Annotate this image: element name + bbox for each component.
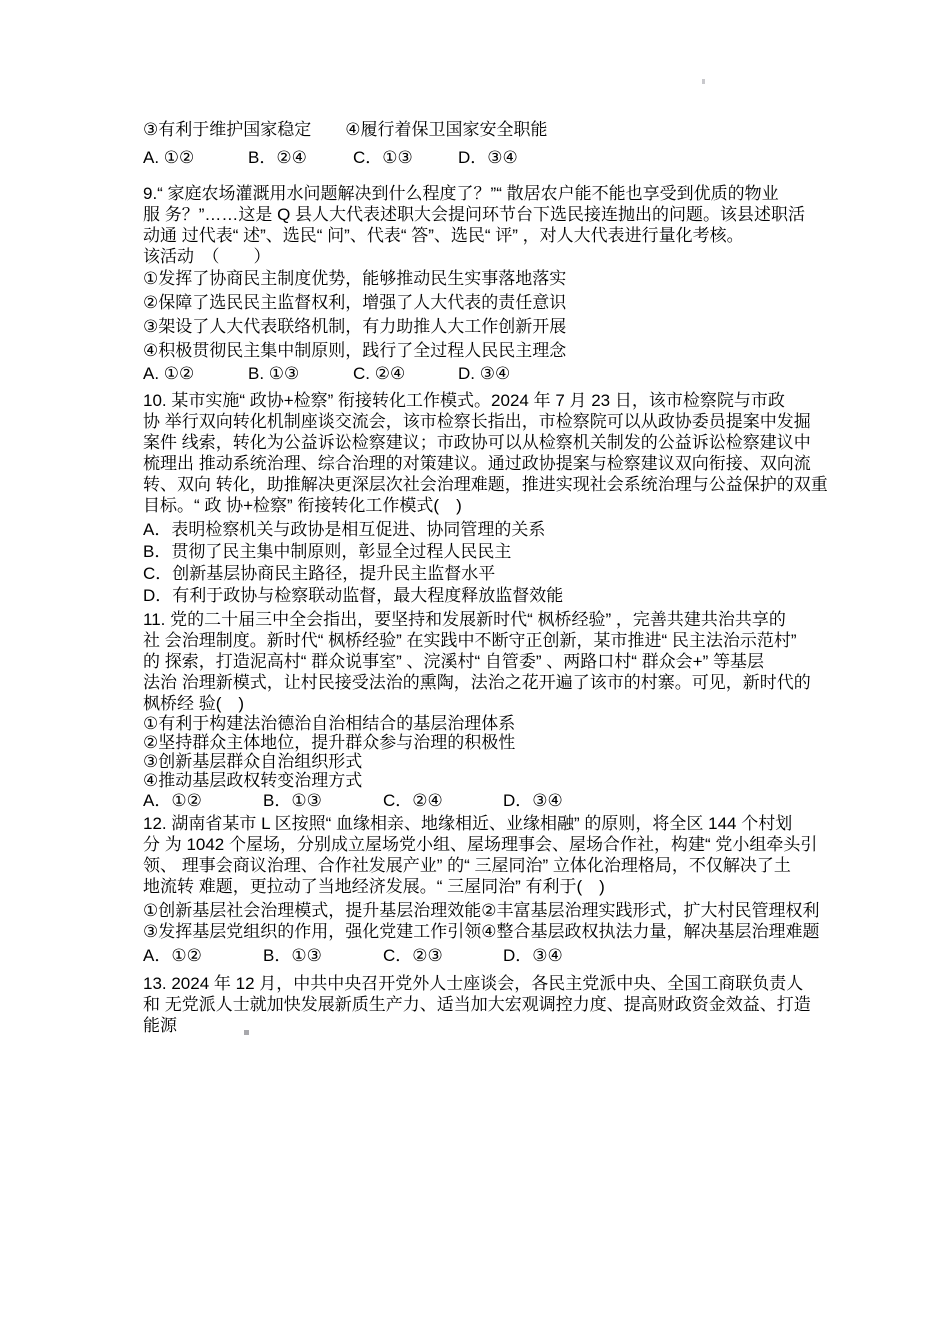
- text-line: 目标。“ 政 协+检察” 衔接转化工作模式( ): [143, 496, 462, 515]
- q12-stem: [143, 813, 823, 897]
- text-line: 11. 党的二十届三中全会指出，要坚持和发展新时代“ 枫桥经验” ，完善共建共治共享的: [143, 610, 786, 629]
- q9-answer-a: A. ①②: [143, 364, 195, 383]
- q10-options: [143, 519, 823, 607]
- text-line: 案件 线索，转化为公益诉讼检察建议；市政协可以从检察机关制发的公益诉讼检察建议中: [143, 433, 811, 452]
- q12-option-pairs: [143, 900, 823, 942]
- q11-answer-b: B．①③: [263, 791, 322, 810]
- q8-answer-row: [143, 147, 823, 168]
- text-line: 领、 理事会商议治理、合作社发展产业” 的“ 三屋同治” 立体化治理格局，不仅解决了土: [143, 856, 791, 875]
- text-line: ②保障了选民民主监督权利，增强了人大代表的责任意识: [143, 293, 567, 312]
- text-line: 协 举行双向转化机制座谈交流会，该市检察长指出，市检察院可以从政协委员提案中发掘: [143, 412, 811, 431]
- q11-stem: [143, 609, 823, 714]
- q12-answer-d: D．③④: [503, 946, 563, 965]
- q11-answer-c: C．②④: [383, 791, 443, 810]
- q9-answer-row: [143, 363, 823, 384]
- q12-answer-row: [143, 945, 823, 966]
- q8-answer-a: A. ①②: [143, 148, 195, 167]
- q9-answer-b: B. ①③: [248, 364, 300, 383]
- text-line: ④积极贯彻民主集中制原则，践行了全过程人民民主理念: [143, 341, 567, 360]
- text-line: ③发挥基层党组织的作用，强化党建工作引领④整合基层政权执法力量，解决基层治理难题: [143, 922, 820, 941]
- text-line: 该活动 （ ）: [143, 247, 271, 266]
- text-line: 10. 某市实施“ 政协+检察” 衔接转化工作模式。2024 年 7 月 23 日，该市检察院与市政: [143, 391, 785, 410]
- q11-answer-d: D．③④: [503, 791, 563, 810]
- text-line: 转、双向 转化，助推解决更深层次社会治理难题，推进实现社会系统治理与公益保护的双重: [143, 475, 828, 494]
- text-line: 12. 湖南省某市 L 区按照“ 血缘相亲、地缘相近、业缘相融” 的原则，将全区 144 个村划: [143, 814, 793, 833]
- q12-answer-c: C．②③: [383, 946, 443, 965]
- q11-answer-row: [143, 790, 823, 811]
- q10-stem: [143, 390, 828, 516]
- q8-answer-b: B．②④: [248, 148, 307, 167]
- text-line: ①发挥了协商民主制度优势，能够推动民生实事落地落实: [143, 269, 567, 288]
- text-line: ②坚持群众主体地位，提升群众参与治理的积极性: [143, 733, 516, 752]
- text-line: 社 会治理制度。新时代“ 枫桥经验” 在实践中不断守正创新，某市推进“ 民主法治示范村”: [143, 631, 797, 650]
- text-line: 的 探索，打造泥高村“ 群众说事室” 、浣溪村“ 自管委” 、两路口村“ 群众会+” 等基层: [143, 652, 764, 671]
- text-line: C．创新基层协商民主路径，提升民主监督水平: [143, 564, 496, 583]
- text-line: 分 为 1042 个屋场，分别成立屋场党小组、屋场理事会、屋场合作社，构建“ 党小组牵头引: [143, 835, 818, 854]
- exam-content: [143, 119, 828, 1036]
- text-line: 和 无党派人士就加快发展新质生产力、适当加大宏观调控力度、提高财政资金效益、打造: [143, 995, 811, 1014]
- q9-answer-d: D. ③④: [458, 364, 511, 383]
- text-line: 13. 2024 年 12 月，中共中央召开党外人士座谈会，各民主党派中央、全国工商联负责人: [143, 974, 804, 993]
- text-line: 9.“ 家庭农场灌溉用水问题解决到什么程度了？”“ 散居农户能不能也享受到优质的物业: [143, 184, 779, 203]
- q8-options-line: ③有利于维护国家稳定 ④履行着保卫国家安全职能: [143, 120, 548, 139]
- text-line: ③创新基层群众自治组织形式: [143, 752, 363, 771]
- q9-stem: [143, 183, 823, 267]
- q8-answer-d: D．③④: [458, 148, 518, 167]
- text-line: 服 务？”……这是 Q 县人大代表述职大会提问环节台下选民接连抛出的问题。该县述职活: [143, 205, 806, 224]
- q11-options: [143, 714, 823, 790]
- q11-answer-a: A．①②: [143, 791, 202, 810]
- text-line: A．表明检察机关与政协是相互促进、协同管理的关系: [143, 520, 546, 539]
- text-line: 梳理出 推动系统治理、综合治理的对策建议。通过政协提案与检察建议双向衔接、双向流: [143, 454, 811, 473]
- q12-answer-a: A．①②: [143, 946, 202, 965]
- q9-answer-c: C. ②④: [353, 364, 406, 383]
- text-line: ③架设了人大代表联络机制，有力助推人大工作创新开展: [143, 317, 567, 336]
- text-line: 枫桥经 验( ): [143, 694, 245, 713]
- text-line: 动通 过代表“ 述”、选民“ 问”、代表“ 答”、选民“ 评” ，对人大代表进行量化考核。: [143, 226, 744, 245]
- q9-options: [143, 267, 823, 363]
- scan-speck-top: [702, 79, 705, 84]
- text-line: 法治 治理新模式，让村民接受法治的熏陶，法治之花开遍了该市的村寨。可见，新时代的: [143, 673, 811, 692]
- text-line: B．贯彻了民主集中制原则，彰显全过程人民民主: [143, 542, 512, 561]
- text-line: D．有利于政协与检察联动监督，最大程度释放监督效能: [143, 586, 564, 605]
- text-line: 地流转 难题，更拉动了当地经济发展。“ 三屋同治” 有利于( ): [143, 877, 605, 896]
- q12-answer-b: B．①③: [263, 946, 322, 965]
- q8-answer-c: C．①③: [353, 148, 413, 167]
- text-line: 能源: [143, 1016, 177, 1035]
- text-line: ④推动基层政权转变治理方式: [143, 771, 363, 790]
- text-line: ①创新基层社会治理模式，提升基层治理效能②丰富基层治理实践形式，扩大村民管理权利: [143, 901, 820, 920]
- q13-stem: [143, 973, 823, 1036]
- text-line: ①有利于构建法治德治自治相结合的基层治理体系: [143, 714, 516, 733]
